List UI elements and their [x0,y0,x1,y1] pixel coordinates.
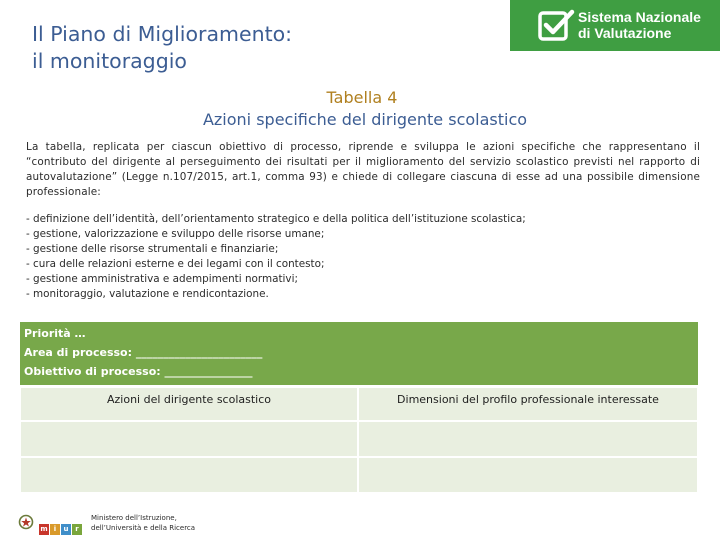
column-header-dimensions: Dimensioni del profilo professionale interessate [359,388,697,420]
list-item: - gestione amministrativa e adempimenti normativi; [26,273,298,285]
republic-emblem-icon [18,513,34,531]
table-cell[interactable] [359,458,697,492]
table-row [21,422,697,456]
checkbox-check-icon [537,8,575,42]
column-header-actions: Azioni del dirigente scolastico [21,388,357,420]
process-objective-field[interactable]: Obiettivo di processo: ________________ [24,365,253,378]
miur-letter: u [61,524,71,535]
list-item: - gestione, valorizzazione e sviluppo delle risorse umane; [26,228,325,240]
table-cell[interactable] [21,458,357,492]
page-title [32,21,292,75]
list-item: - gestione delle risorse strumentali e finanziarie; [26,243,279,255]
actions-table [19,386,699,494]
priority-label: Priorità … [24,327,86,340]
miur-letter: m [40,525,48,533]
dimension-list [26,212,700,302]
list-item: - cura delle relazioni esterne e dei legami con il contesto; [26,258,325,270]
table-title: Azioni specifiche del dirigente scolastico [202,110,528,129]
page-title-line-1: Il Piano di Miglioramento: [32,22,293,46]
page-title-line-2: il monitoraggio [32,49,187,73]
miur-logo [39,516,83,535]
table-row [21,458,697,492]
ministry-line-2: dell’Università e della Ricerca [91,524,196,532]
table-cell[interactable] [359,422,697,456]
ministry-caption [91,513,195,533]
ministry-line-1: Ministero dell’Istruzione, [91,514,177,522]
table-label: Tabella 4 [326,88,398,107]
table-cell[interactable] [21,422,357,456]
process-area-field[interactable]: Area di processo: _______________________ [24,346,263,359]
form-header-box [20,322,698,385]
list-item: - monitoraggio, valutazione e rendicontazione. [26,288,269,300]
miur-letter: r [72,524,82,535]
logo-text-line-2: di Valutazione [578,25,672,41]
miur-letter: i [50,524,60,535]
logo-text-line-1: Sistema Nazionale [578,9,701,25]
table-header-row [21,388,697,420]
intro-paragraph: La tabella, replicata per ciascun obiettivo di processo, riprende e sviluppa le azioni specifiche che rappresentano il “contributo del dirigente al perseguimento dei risultati per il miglioramento del servizio scolastico previsti nel rapporto di autovalutazione” (Legge n.107/2015, art.1, comma 93) e chiede di collegare ciascuna di esse ad una possibile dimensione professionale: [26,141,700,198]
snv-logo [510,0,720,51]
list-item: - definizione dell’identità, dell’orientamento strategico e della politica dell’istituzione scolastica; [26,213,526,225]
